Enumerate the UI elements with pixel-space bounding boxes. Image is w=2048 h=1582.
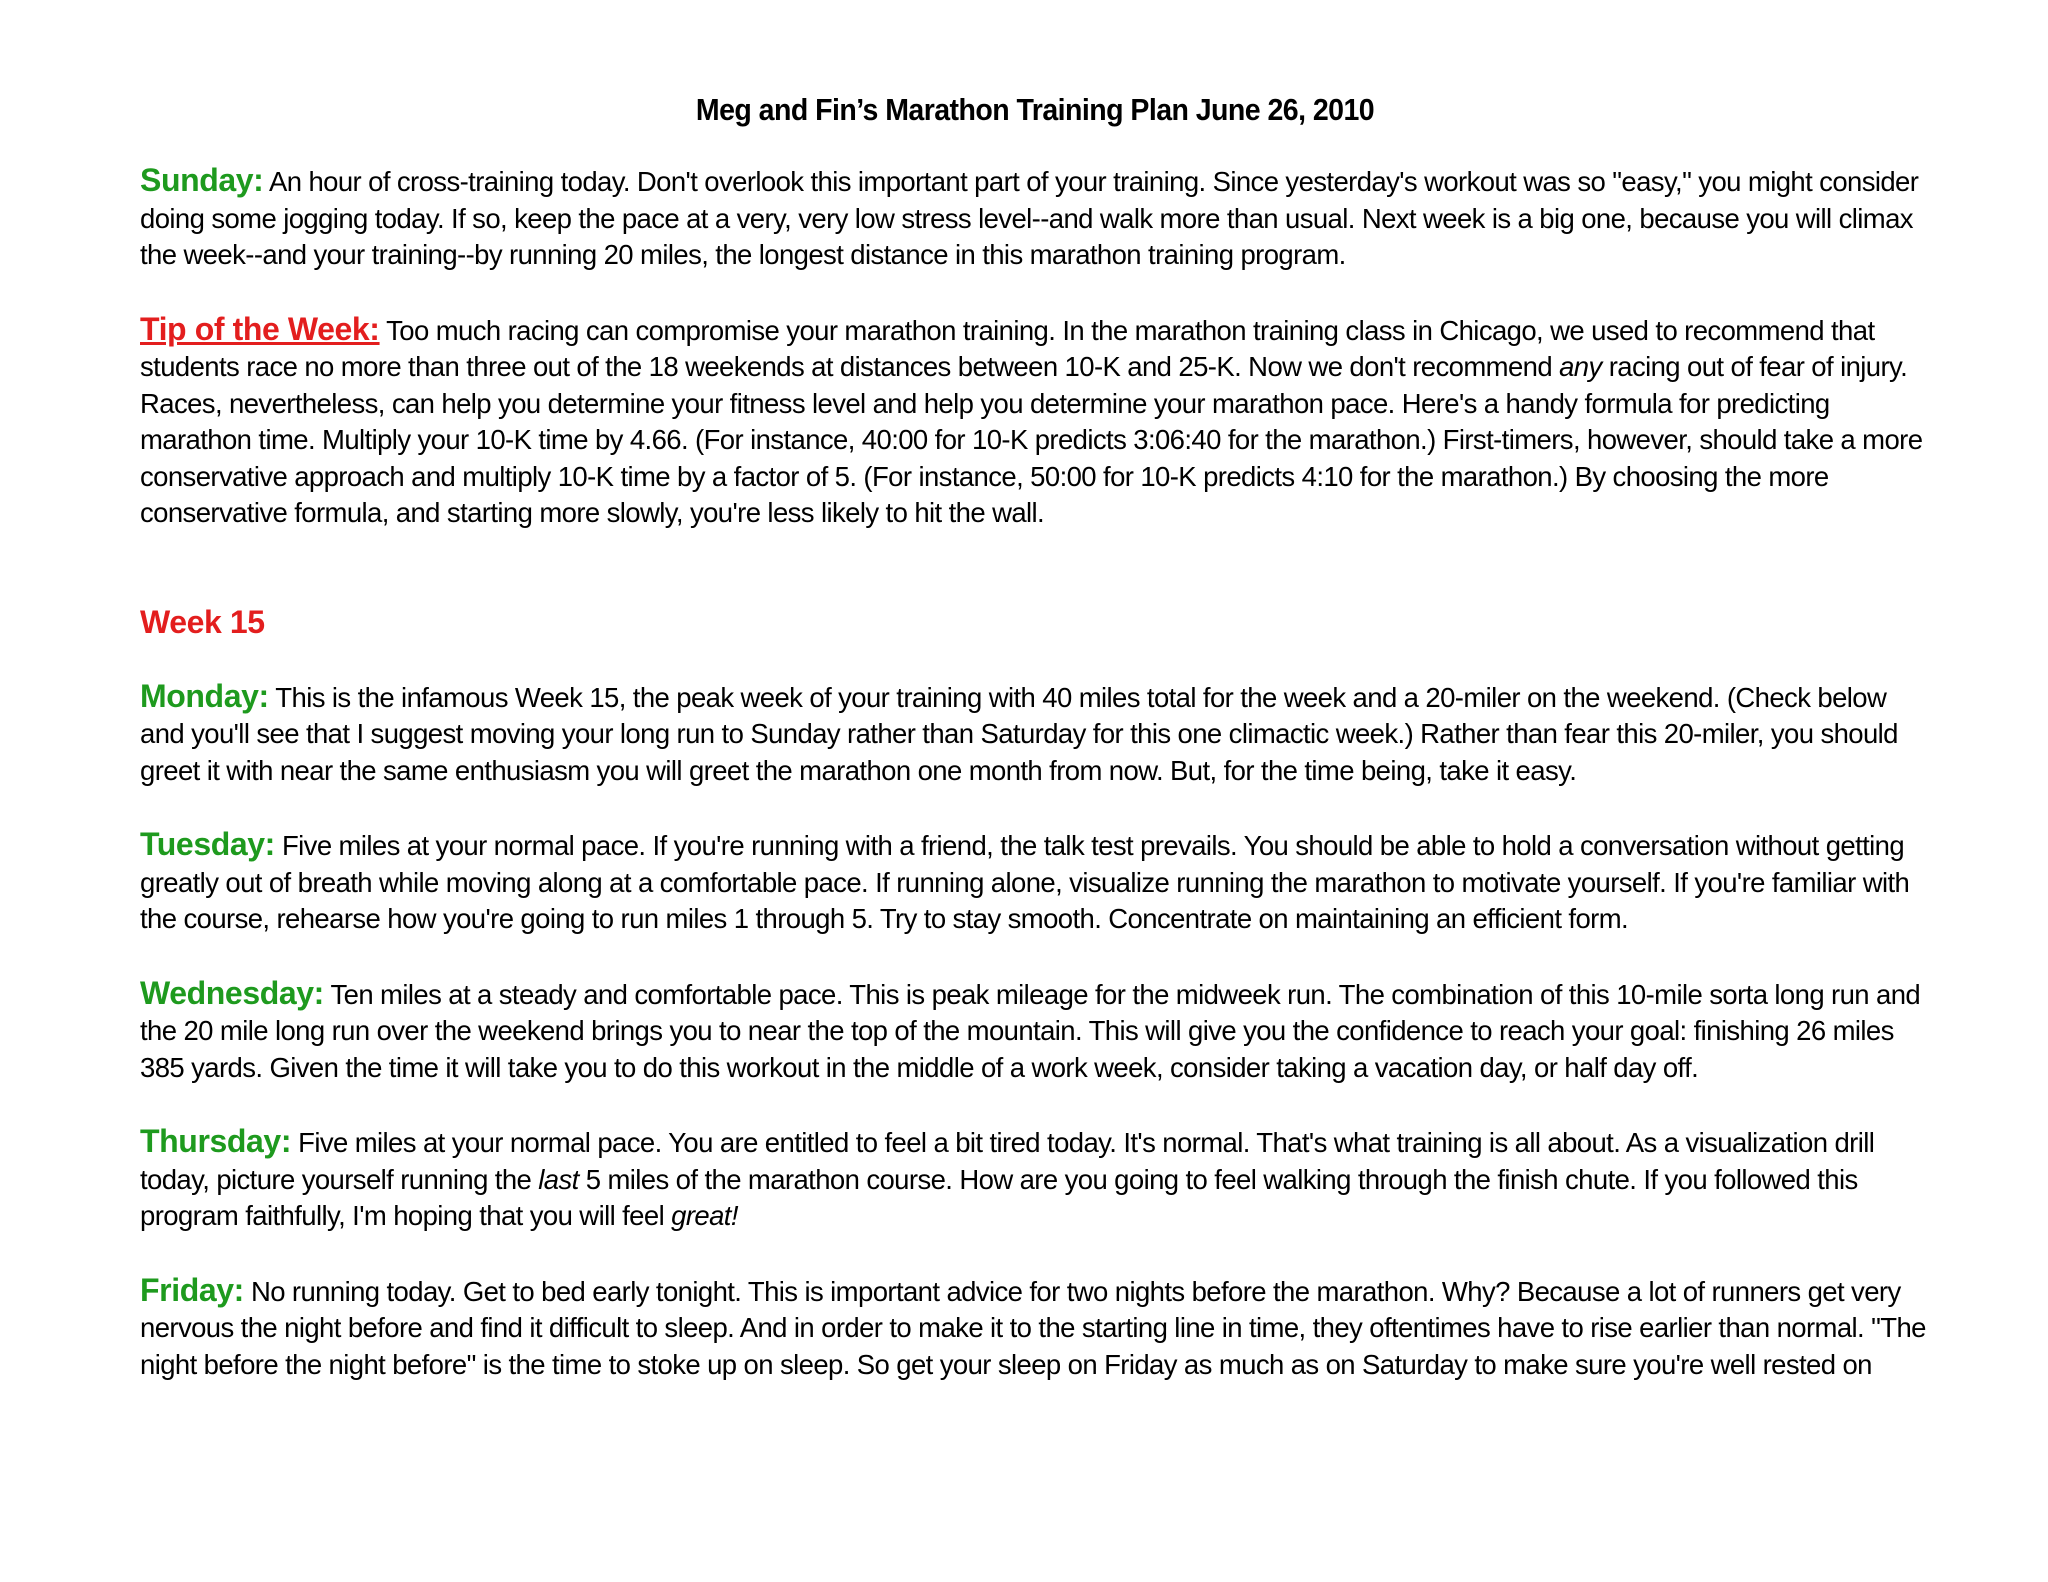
tuesday-paragraph xyxy=(140,826,1930,938)
sunday-label: Sunday: xyxy=(140,162,264,198)
tuesday-text: Five miles at your normal pace. If you're running with a friend, the talk test prevails. You should be able to hold a conversation without getting greatly out of breath while moving along at a comfortable pace. If running alone, visualize running the marathon to motivate yourself. If you're familiar with the course, rehearse how you're going to run miles 1 through 5. Try to stay smooth. Concentrate on maintaining an efficient form. xyxy=(140,830,1910,934)
monday-paragraph xyxy=(140,678,1930,790)
tip-of-week-label: Tip of the Week: xyxy=(140,310,380,347)
tip-text-b: racing out of fear of injury. Races, nevertheless, can help you determine your fitness level and help you determine your marathon pace. Here's a handy formula for predicting marathon time. Multiply your 10-K time by 4.66. (For instance, 40:00 for 10-K predicts 3:06:40 for the marathon.) First-timers, however, should take a more conservative approach and multiply 10-K time by a factor of 5. (For instance, 50:00 for 10-K predicts 4:10 for the marathon.) By choosing the more conservative formula, and starting more slowly, you're less likely to hit the wall. xyxy=(140,351,1923,528)
document-page xyxy=(140,92,1930,1383)
tip-emphasis-any: any xyxy=(1559,351,1602,382)
week-heading: Week 15 xyxy=(140,603,265,640)
thursday-emphasis-great: great! xyxy=(671,1200,738,1231)
friday-paragraph xyxy=(140,1272,1930,1384)
monday-label: Monday: xyxy=(140,677,269,714)
thursday-text-a: Five miles at your normal pace. You are entitled to feel a bit tired today. It's normal. That's what training is all about. As a visualization drill today, picture yourself running the xyxy=(140,1127,1875,1195)
thursday-label: Thursday: xyxy=(140,1123,292,1159)
sunday-text: An hour of cross-training today. Don't overlook this important part of your training. Since yesterday's workout was so "easy," you might consider doing some jogging today. If so, keep the pace at a very, very low stress level--and walk more than usual. Next week is a big one, because you will climax the week--and your training--by running 20 miles, the longest distance in this marathon training program. xyxy=(140,166,1919,270)
document-title: Meg and Fin’s Marathon Training Plan June 26, 2010 xyxy=(695,92,1375,127)
tip-text-a: Too much racing can compromise your marathon training. In the marathon training class in Chicago, we used to recommend that students race no more than three out of the 18 weekends at distances between 10-K and 25-K. Now we don't recommend xyxy=(140,314,1875,382)
wednesday-paragraph xyxy=(140,975,1930,1087)
thursday-text-b: 5 miles of the marathon course. How are you going to feel walking through the finish chute. If you followed this program faithfully, I'm hoping that you will feel xyxy=(140,1163,1858,1231)
thursday-emphasis-last: last xyxy=(538,1163,579,1195)
tip-of-week-paragraph xyxy=(140,311,1930,532)
monday-text: This is the infamous Week 15, the peak week of your training with 40 miles total for the week and a 20-miler on the weekend. (Check below and you'll see that I suggest moving your long run to Sunday rather than Saturday for this one climactic week.) Rather than fear this 20-miler, you should greet it with near the same enthusiasm you will greet the marathon one month from now. But, for the time being, take it easy. xyxy=(140,681,1898,786)
sunday-paragraph xyxy=(140,162,1930,274)
tuesday-label: Tuesday: xyxy=(140,826,275,862)
thursday-paragraph xyxy=(140,1123,1930,1235)
friday-text: No running today. Get to bed early tonight. This is important advice for two nights before the marathon. Why? Because a lot of runners get very nervous the night before and find it difficult to sleep. And in order to make it to the starting line in time, they oftentimes have to rise earlier than normal. "The night before the night before" is the time to stoke up on sleep. So get your sleep on Friday as much as on Saturday to make sure you're well rested on xyxy=(140,1275,1926,1380)
friday-label: Friday: xyxy=(140,1271,244,1308)
wednesday-label: Wednesday: xyxy=(140,974,324,1011)
wednesday-text: Ten miles at a steady and comfortable pace. This is peak mileage for the midweek run. The combination of this 10-mile sorta long run and the 20 mile long run over the weekend brings you to near the top of the mountain. This will give you the confidence to reach your goal: finishing 26 miles 385 yards. Given the time it will take you to do this workout in the middle of a work week, consider taking a vacation day, or half day off. xyxy=(140,978,1921,1083)
